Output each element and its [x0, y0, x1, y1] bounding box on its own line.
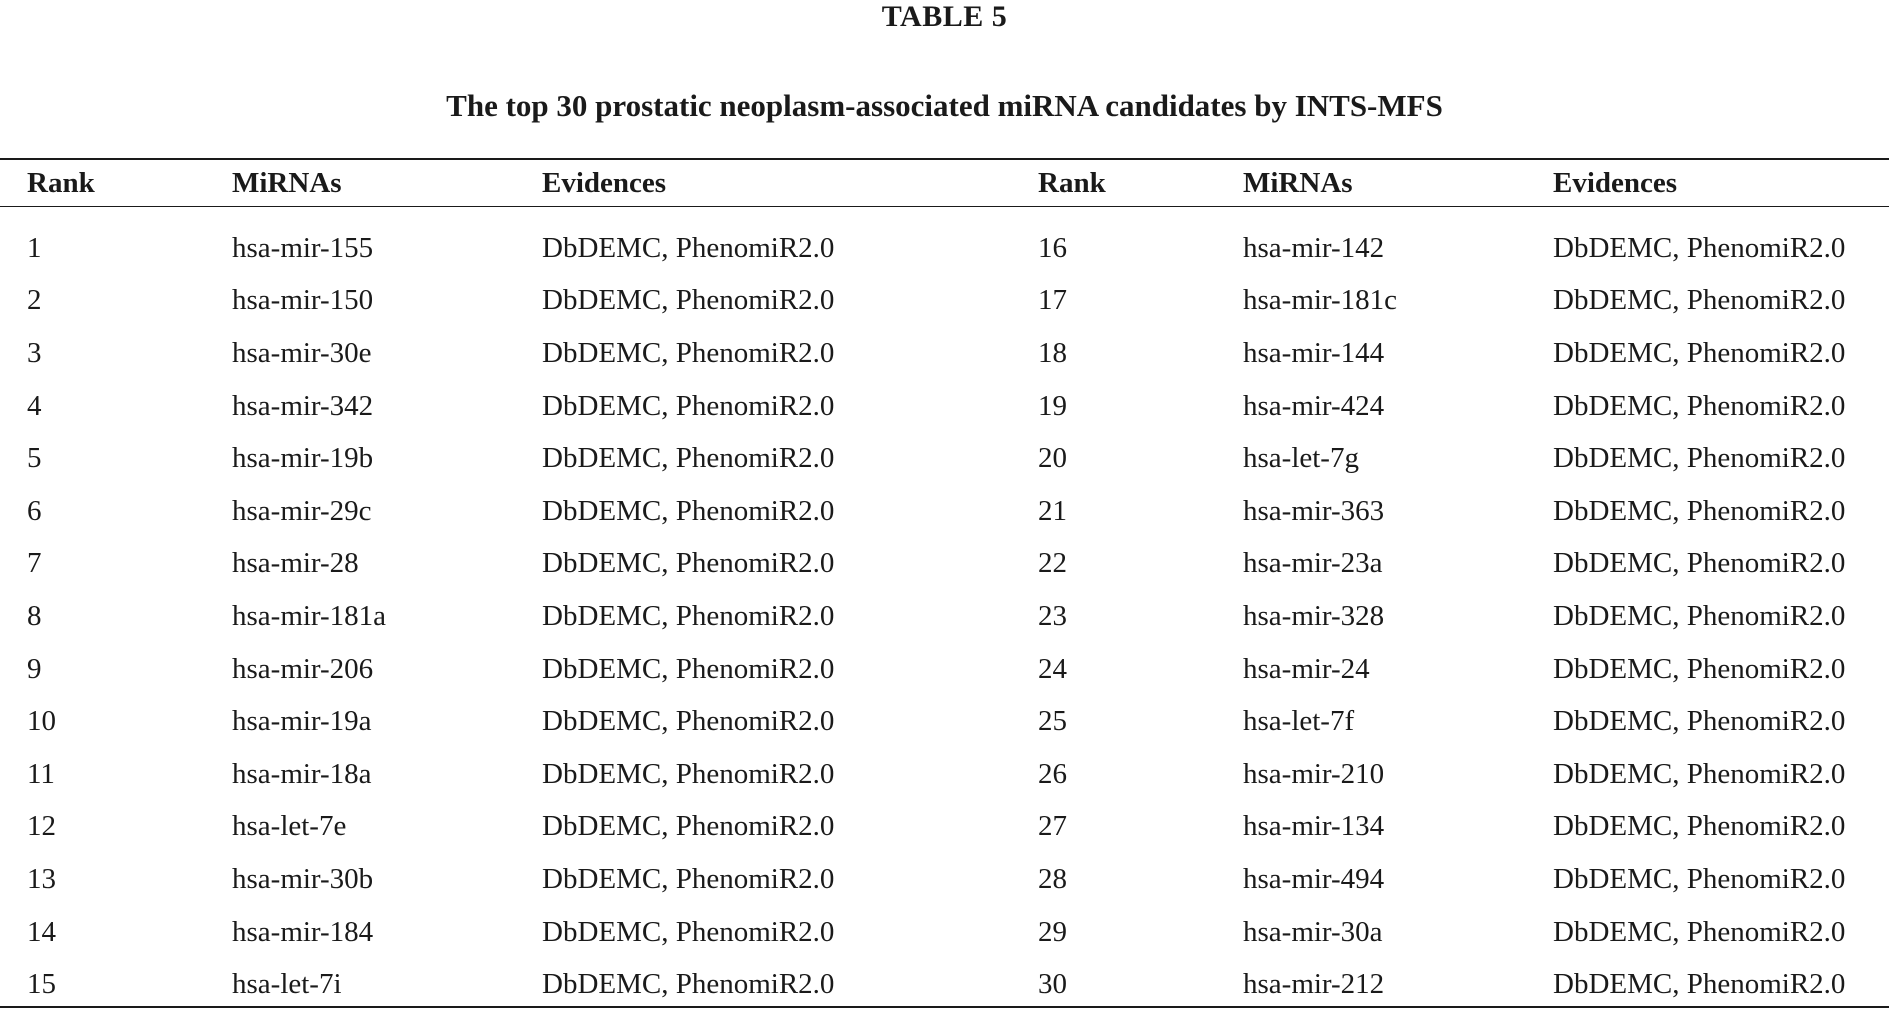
table-row [0, 853, 1889, 906]
cell-rank-left: 7 [27, 547, 42, 580]
cell-rank-right: 22 [1038, 547, 1067, 580]
cell-rank-right: 16 [1038, 231, 1067, 264]
table-caption: The top 30 prostatic neoplasm-associated miRNA candidates by INTS-MFS [446, 88, 1443, 123]
cell-evidence-left: DbDEMC, PhenomiR2.0 [542, 968, 835, 1001]
cell-rank-right: 30 [1038, 968, 1067, 1001]
top-rule [0, 158, 1889, 160]
cell-mirna-left: hsa-mir-184 [232, 915, 374, 948]
cell-mirna-left: hsa-mir-18a [232, 757, 372, 790]
cell-rank-left: 3 [27, 336, 42, 369]
cell-rank-left: 10 [27, 705, 56, 738]
cell-evidence-right: DbDEMC, PhenomiR2.0 [1553, 968, 1846, 1001]
cell-evidence-right: DbDEMC, PhenomiR2.0 [1553, 494, 1846, 527]
table-row [0, 748, 1889, 801]
cell-evidence-right: DbDEMC, PhenomiR2.0 [1553, 284, 1846, 317]
cell-evidence-left: DbDEMC, PhenomiR2.0 [542, 284, 835, 317]
table-row [0, 590, 1889, 643]
cell-mirna-right: hsa-mir-142 [1243, 231, 1385, 264]
cell-rank-left: 8 [27, 599, 42, 632]
cell-rank-right: 21 [1038, 494, 1067, 527]
cell-mirna-left: hsa-mir-29c [232, 494, 372, 527]
cell-rank-right: 19 [1038, 389, 1067, 422]
cell-evidence-left: DbDEMC, PhenomiR2.0 [542, 810, 835, 843]
header-rank-right: Rank [1038, 166, 1106, 199]
table-row [0, 906, 1889, 959]
cell-rank-right: 26 [1038, 757, 1067, 790]
cell-evidence-right: DbDEMC, PhenomiR2.0 [1553, 547, 1846, 580]
cell-rank-left: 14 [27, 915, 56, 948]
cell-evidence-right: DbDEMC, PhenomiR2.0 [1553, 915, 1846, 948]
cell-rank-right: 23 [1038, 599, 1067, 632]
table-row [0, 695, 1889, 748]
cell-rank-right: 25 [1038, 705, 1067, 738]
cell-evidence-right: DbDEMC, PhenomiR2.0 [1553, 862, 1846, 895]
cell-rank-left: 9 [27, 652, 42, 685]
table-row [0, 432, 1889, 485]
cell-rank-right: 17 [1038, 284, 1067, 317]
cell-mirna-right: hsa-mir-144 [1243, 336, 1385, 369]
cell-evidence-left: DbDEMC, PhenomiR2.0 [542, 757, 835, 790]
cell-mirna-right: hsa-mir-24 [1243, 652, 1370, 685]
cell-mirna-left: hsa-let-7e [232, 810, 347, 843]
cell-rank-right: 24 [1038, 652, 1067, 685]
table-row [0, 485, 1889, 538]
cell-mirna-right: hsa-mir-30a [1243, 915, 1383, 948]
cell-mirna-left: hsa-mir-206 [232, 652, 374, 685]
cell-mirna-left: hsa-mir-28 [232, 547, 359, 580]
cell-rank-left: 11 [27, 757, 55, 790]
cell-mirna-right: hsa-let-7g [1243, 442, 1359, 475]
cell-rank-left: 12 [27, 810, 56, 843]
cell-evidence-left: DbDEMC, PhenomiR2.0 [542, 389, 835, 422]
table-label: TABLE 5 [881, 0, 1008, 33]
header-mirnas-left: MiRNAs [232, 166, 342, 199]
cell-evidence-right: DbDEMC, PhenomiR2.0 [1553, 336, 1846, 369]
cell-evidence-left: DbDEMC, PhenomiR2.0 [542, 599, 835, 632]
cell-evidence-left: DbDEMC, PhenomiR2.0 [542, 862, 835, 895]
cell-mirna-left: hsa-mir-19a [232, 705, 372, 738]
cell-rank-left: 13 [27, 862, 56, 895]
mirna-candidates-table [0, 162, 1889, 1011]
cell-evidence-left: DbDEMC, PhenomiR2.0 [542, 705, 835, 738]
cell-mirna-right: hsa-mir-424 [1243, 389, 1385, 422]
cell-rank-right: 28 [1038, 862, 1067, 895]
cell-evidence-right: DbDEMC, PhenomiR2.0 [1553, 705, 1846, 738]
cell-mirna-right: hsa-let-7f [1243, 705, 1355, 738]
header-mirnas-right: MiRNAs [1243, 166, 1353, 199]
cell-mirna-left: hsa-mir-342 [232, 389, 374, 422]
cell-mirna-right: hsa-mir-23a [1243, 547, 1383, 580]
cell-evidence-right: DbDEMC, PhenomiR2.0 [1553, 442, 1846, 475]
table-body [0, 222, 1889, 1011]
cell-evidence-left: DbDEMC, PhenomiR2.0 [542, 442, 835, 475]
cell-mirna-right: hsa-mir-328 [1243, 599, 1385, 632]
cell-mirna-right: hsa-mir-210 [1243, 757, 1385, 790]
cell-mirna-left: hsa-mir-19b [232, 442, 374, 475]
cell-mirna-right: hsa-mir-212 [1243, 968, 1385, 1001]
table-row [0, 380, 1889, 433]
cell-rank-left: 15 [27, 968, 56, 1001]
cell-rank-left: 6 [27, 494, 42, 527]
cell-evidence-left: DbDEMC, PhenomiR2.0 [542, 336, 835, 369]
cell-evidence-right: DbDEMC, PhenomiR2.0 [1553, 810, 1846, 843]
table-row [0, 643, 1889, 696]
cell-rank-right: 20 [1038, 442, 1067, 475]
cell-mirna-left: hsa-let-7i [232, 968, 342, 1001]
cell-evidence-right: DbDEMC, PhenomiR2.0 [1553, 652, 1846, 685]
cell-rank-right: 18 [1038, 336, 1067, 369]
header-row [0, 162, 1889, 204]
cell-evidence-right: DbDEMC, PhenomiR2.0 [1553, 231, 1846, 264]
table-row [0, 275, 1889, 328]
cell-rank-left: 4 [27, 389, 42, 422]
cell-evidence-right: DbDEMC, PhenomiR2.0 [1553, 757, 1846, 790]
header-spacer [0, 204, 1889, 222]
cell-mirna-left: hsa-mir-181a [232, 599, 387, 632]
table-row [0, 222, 1889, 275]
cell-mirna-right: hsa-mir-134 [1243, 810, 1385, 843]
cell-mirna-right: hsa-mir-181c [1243, 284, 1398, 317]
cell-mirna-left: hsa-mir-155 [232, 231, 374, 264]
cell-evidence-left: DbDEMC, PhenomiR2.0 [542, 231, 835, 264]
cell-mirna-left: hsa-mir-30e [232, 336, 372, 369]
header-evidences-right: Evidences [1553, 166, 1678, 199]
cell-evidence-right: DbDEMC, PhenomiR2.0 [1553, 389, 1846, 422]
cell-mirna-right: hsa-mir-363 [1243, 494, 1385, 527]
cell-rank-left: 5 [27, 442, 42, 475]
table-row [0, 958, 1889, 1011]
cell-rank-left: 1 [27, 231, 42, 264]
cell-evidence-left: DbDEMC, PhenomiR2.0 [542, 494, 835, 527]
cell-rank-right: 29 [1038, 915, 1067, 948]
cell-evidence-left: DbDEMC, PhenomiR2.0 [542, 915, 835, 948]
table-row [0, 538, 1889, 591]
cell-evidence-right: DbDEMC, PhenomiR2.0 [1553, 599, 1846, 632]
cell-rank-right: 27 [1038, 810, 1067, 843]
header-evidences-left: Evidences [542, 166, 667, 199]
table-row [0, 801, 1889, 854]
cell-evidence-left: DbDEMC, PhenomiR2.0 [542, 652, 835, 685]
table-row [0, 327, 1889, 380]
cell-mirna-left: hsa-mir-150 [232, 284, 374, 317]
cell-evidence-left: DbDEMC, PhenomiR2.0 [542, 547, 835, 580]
cell-rank-left: 2 [27, 284, 42, 317]
cell-mirna-right: hsa-mir-494 [1243, 862, 1385, 895]
header-rank-left: Rank [27, 166, 95, 199]
cell-mirna-left: hsa-mir-30b [232, 862, 374, 895]
table-header [0, 162, 1889, 222]
